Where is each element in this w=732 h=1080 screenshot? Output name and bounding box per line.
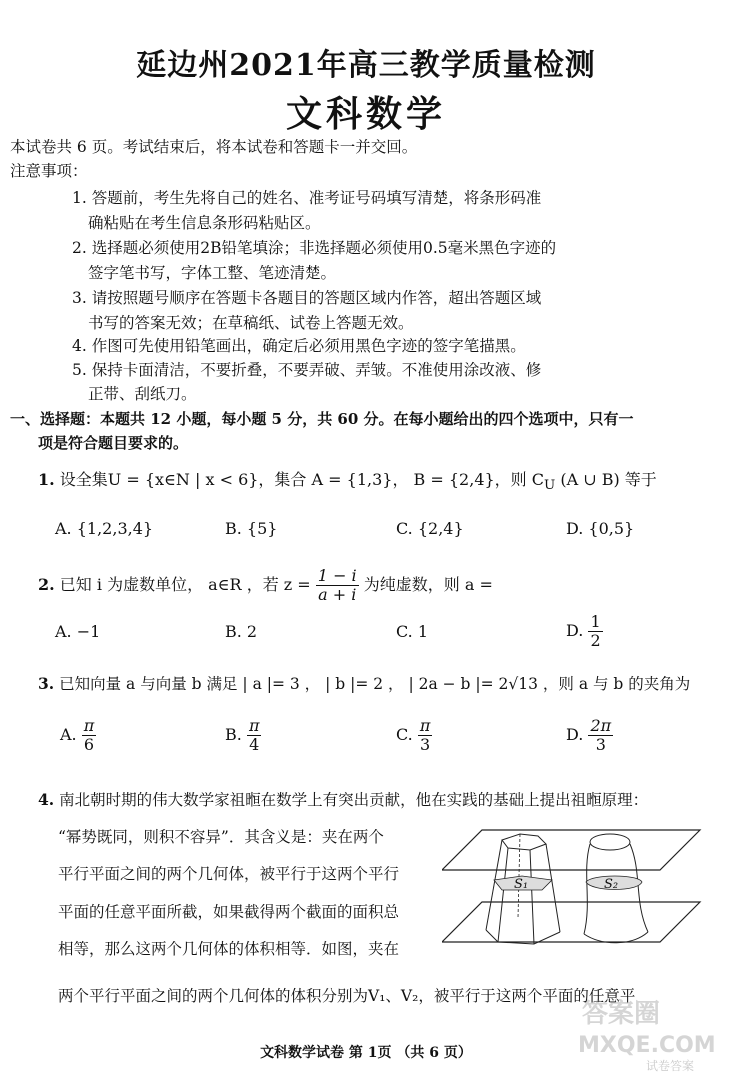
note-4: 4. 作图可先使用铅笔画出，确定后必须用黑色字迹的签字笔描黑。 bbox=[72, 337, 526, 355]
option-label: D. bbox=[566, 725, 584, 744]
question-text: 设全集U = {x∈N | x < 6}，集合 A = {1,3}， B = {2,4}，则 C bbox=[59, 470, 545, 489]
fraction-denominator: 6 bbox=[83, 735, 95, 754]
note-1a: 1. 答题前，考生先将自己的姓名、准考证号码填写清楚，将条形码准 bbox=[72, 189, 542, 207]
fraction-denominator: 3 bbox=[420, 735, 431, 754]
option-label: A. bbox=[60, 725, 77, 744]
fraction-numerator: 1 − i bbox=[317, 566, 357, 585]
fraction-denominator: 4 bbox=[249, 735, 260, 754]
fraction-denominator: 2 bbox=[590, 631, 601, 650]
fraction bbox=[588, 613, 602, 650]
intro-line: 本试卷共 6 页。考试结束后，将本试卷和答题卡一并交回。 bbox=[10, 138, 418, 156]
option-label: B. bbox=[225, 725, 242, 744]
question-number: 3. bbox=[38, 674, 55, 693]
q2-option-d bbox=[566, 612, 603, 650]
note-2b: 签字笔书写，字体工整、笔迹清楚。 bbox=[88, 264, 337, 282]
fraction-numerator: π bbox=[248, 716, 260, 735]
q1-option-b: B. {5} bbox=[225, 519, 278, 538]
q4-text-line: 平面的任意平面所截，如果截得两个截面的面积总 bbox=[58, 903, 400, 921]
fraction-numerator: π bbox=[419, 716, 431, 735]
fraction-numerator: 1 bbox=[590, 612, 601, 631]
question-1 bbox=[38, 469, 657, 497]
question-text-tail: (A ∪ B) 等于 bbox=[560, 470, 657, 489]
lower-plane bbox=[442, 902, 700, 942]
q1-option-c: C. {2,4} bbox=[396, 519, 464, 538]
upper-plane bbox=[442, 830, 700, 870]
question-number: 4. bbox=[38, 790, 55, 809]
note-5a: 5. 保持卡面清洁，不要折叠，不要弄破、弄皱。不准使用涂改液、修 bbox=[72, 361, 542, 379]
question-4 bbox=[38, 789, 648, 811]
watermark-line-3: 试卷答案 bbox=[646, 1059, 695, 1073]
notice-title: 注意事项： bbox=[10, 162, 88, 180]
option-label: D. bbox=[566, 621, 584, 640]
note-5b: 正带、刮纸刀。 bbox=[88, 385, 197, 403]
question-2 bbox=[38, 566, 493, 604]
fraction-numerator: π bbox=[83, 716, 95, 735]
note-2a: 2. 选择题必须使用2B铅笔填涂；非选择题必须使用0.5毫米黑色字迹的 bbox=[72, 239, 557, 257]
question-subscript: U bbox=[544, 478, 556, 494]
q4-text-line: “幂势既同，则积不容异”．其含义是：夹在两个 bbox=[58, 828, 384, 846]
exam-title: 延边州2021年高三教学质量检测 bbox=[136, 48, 596, 83]
section-heading-cont: 项是符合题目要求的。 bbox=[38, 434, 189, 452]
q3-option-b bbox=[225, 716, 261, 754]
option-label: C. bbox=[396, 725, 413, 744]
watermark-line-2: MXQE.COM bbox=[578, 1033, 716, 1058]
q4-text-line: 平行平面之间的两个几何体，被平行于这两个平行 bbox=[58, 865, 400, 883]
fraction bbox=[418, 717, 433, 754]
label-s1: S₁ bbox=[514, 877, 529, 892]
question-text: 已知 i 为虚数单位， a∈R ，若 z = bbox=[59, 575, 311, 594]
fraction bbox=[588, 717, 613, 754]
q2-option-b: B. 2 bbox=[225, 622, 258, 641]
q1-option-a: A. {1,2,3,4} bbox=[55, 519, 154, 538]
question-number: 2. bbox=[38, 575, 55, 594]
q3-option-a bbox=[60, 716, 96, 754]
q3-option-c bbox=[396, 716, 432, 754]
q2-option-a: A. −1 bbox=[55, 622, 101, 641]
q4-text-line: 两个平行平面之间的两个几何体的体积分别为V₁、V₂，被平行于这两个平面的任意平 bbox=[58, 987, 636, 1005]
page-footer: 文科数学试卷 第 1页 （共 6 页） bbox=[260, 1045, 472, 1061]
question-text: 南北朝时期的伟大数学家祖暅在数学上有突出贡献，他在实践的基础上提出祖暅原理： bbox=[59, 791, 649, 809]
q1-option-d: D. {0,5} bbox=[566, 519, 635, 538]
question-text-tail: 为纯虚数，则 a = bbox=[363, 575, 493, 594]
q4-text-line: 相等，那么这两个几何体的体积相等．如图，夹在 bbox=[58, 940, 400, 958]
fraction bbox=[82, 717, 97, 754]
note-3b: 书写的答案无效；在草稿纸、试卷上答题无效。 bbox=[88, 314, 414, 332]
q3-option-d bbox=[566, 716, 613, 754]
fraction bbox=[316, 567, 359, 604]
exam-subject: 文科数学 bbox=[285, 93, 446, 135]
question-3 bbox=[38, 673, 690, 695]
watermark-line-1: 答案圈 bbox=[582, 999, 661, 1029]
label-s2: S₂ bbox=[604, 877, 619, 892]
question-text: 已知向量 a 与向量 b 满足 | a |= 3 ， | b |= 2 ， | 2a − b |= 2√13 ，则 a 与 b 的夹角为 bbox=[59, 675, 691, 693]
note-3a: 3. 请按照题号顺序在答题卡各题目的答题区域内作答，超出答题区域 bbox=[72, 289, 542, 307]
q2-option-c: C. 1 bbox=[396, 622, 429, 641]
zuxuan-principle-figure bbox=[442, 822, 702, 962]
fraction bbox=[247, 717, 262, 754]
fraction-denominator: a + i bbox=[318, 585, 357, 604]
note-1b: 确粘贴在考生信息条形码粘贴区。 bbox=[88, 214, 321, 232]
fraction-numerator: 2π bbox=[590, 716, 612, 735]
watermark-logo bbox=[572, 994, 722, 1074]
fraction-denominator: 3 bbox=[595, 735, 606, 754]
section-heading: 一、选择题：本题共 12 小题，每小题 5 分，共 60 分。在每小题给出的四个选项中，只有一 bbox=[10, 410, 634, 428]
question-number: 1. bbox=[38, 470, 55, 489]
